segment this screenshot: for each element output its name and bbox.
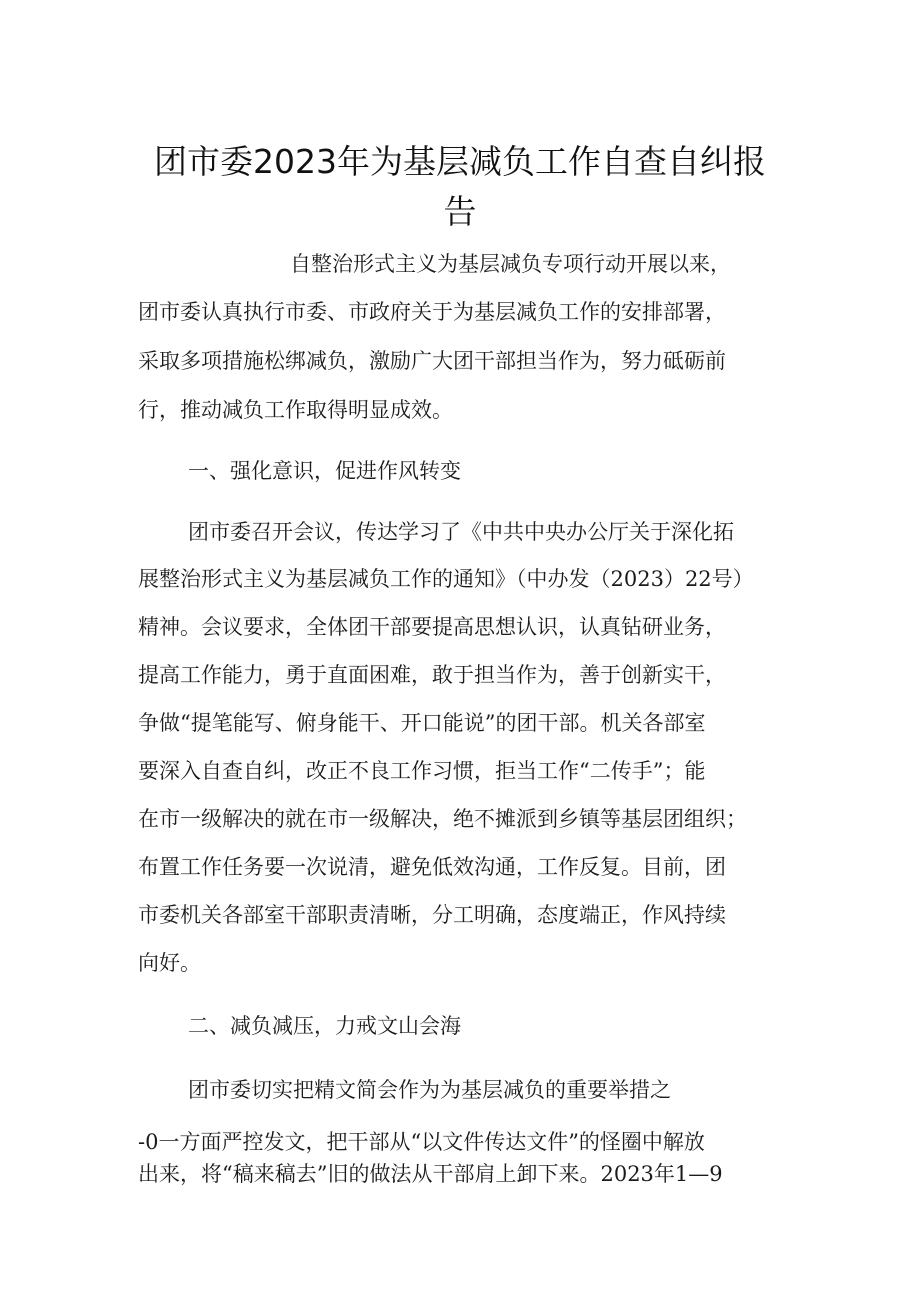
section-1-paragraph-line: 布置工作任务要一次说清，避免低效沟通，工作反复。目前，团 <box>138 855 726 879</box>
section-2-paragraph-line: 团市委切实把精文简会作为为基层减负的重要举措之 <box>188 1078 671 1102</box>
section-2-paragraph-line: -0一方面严控发文，把干部从“以文件传达文件”的怪圈中解放 <box>138 1130 705 1154</box>
intro-paragraph-line: 团市委认真执行市委、市政府关于为基层减负工作的安排部署， <box>138 300 726 324</box>
intro-paragraph-line: 自整治形式主义为基层减负专项行动开展以来， <box>290 252 731 276</box>
section-1-paragraph-line: 精神。会议要求，全体团干部要提高思想认识，认真钻研业务， <box>138 615 726 639</box>
section-1-heading: 一、强化意识，促进作风转变 <box>188 459 461 483</box>
section-1-paragraph-line: 在市一级解决的就在市一级解决，绝不摊派到乡镇等基层团组织； <box>138 807 747 831</box>
section-1-paragraph-line: 市委机关各部室干部职责清晰，分工明确，态度端正，作风持续 <box>138 903 726 927</box>
section-2-heading: 二、减负减压，力戒文山会海 <box>188 1014 461 1038</box>
intro-paragraph-line: 行，推动减负工作取得明显成效。 <box>138 398 453 422</box>
intro-paragraph-line: 采取多项措施松绑减负，激励广大团干部担当作为，努力砥砺前 <box>138 349 726 373</box>
document-title-line-1: 团市委2023年为基层减负工作自查自纠报 <box>154 142 766 181</box>
section-1-paragraph-line: 争做“提笔能写、俯身能干、开口能说”的团干部。机关各部室 <box>138 711 706 735</box>
section-2-paragraph-line: 出来，将“稿来稿去”旧的做法从干部肩上卸下来。2023年1—9 <box>138 1162 723 1186</box>
section-1-paragraph-line: 团市委召开会议，传达学习了《中共中央办公厅关于深化拓 <box>188 520 734 544</box>
section-1-paragraph-line: 提高工作能力，勇于直面困难，敢于担当作为，善于创新实干， <box>138 663 726 687</box>
section-1-paragraph-line: 向好。 <box>138 951 201 975</box>
section-1-paragraph-line: 要深入自查自纠，改正不良工作习惯，拒当工作“二传手”；能 <box>138 759 706 783</box>
document-title-line-2: 告 <box>443 192 477 231</box>
section-1-paragraph-line: 展整治形式主义为基层减负工作的通知》（中办发（2023）22号） <box>138 567 754 591</box>
